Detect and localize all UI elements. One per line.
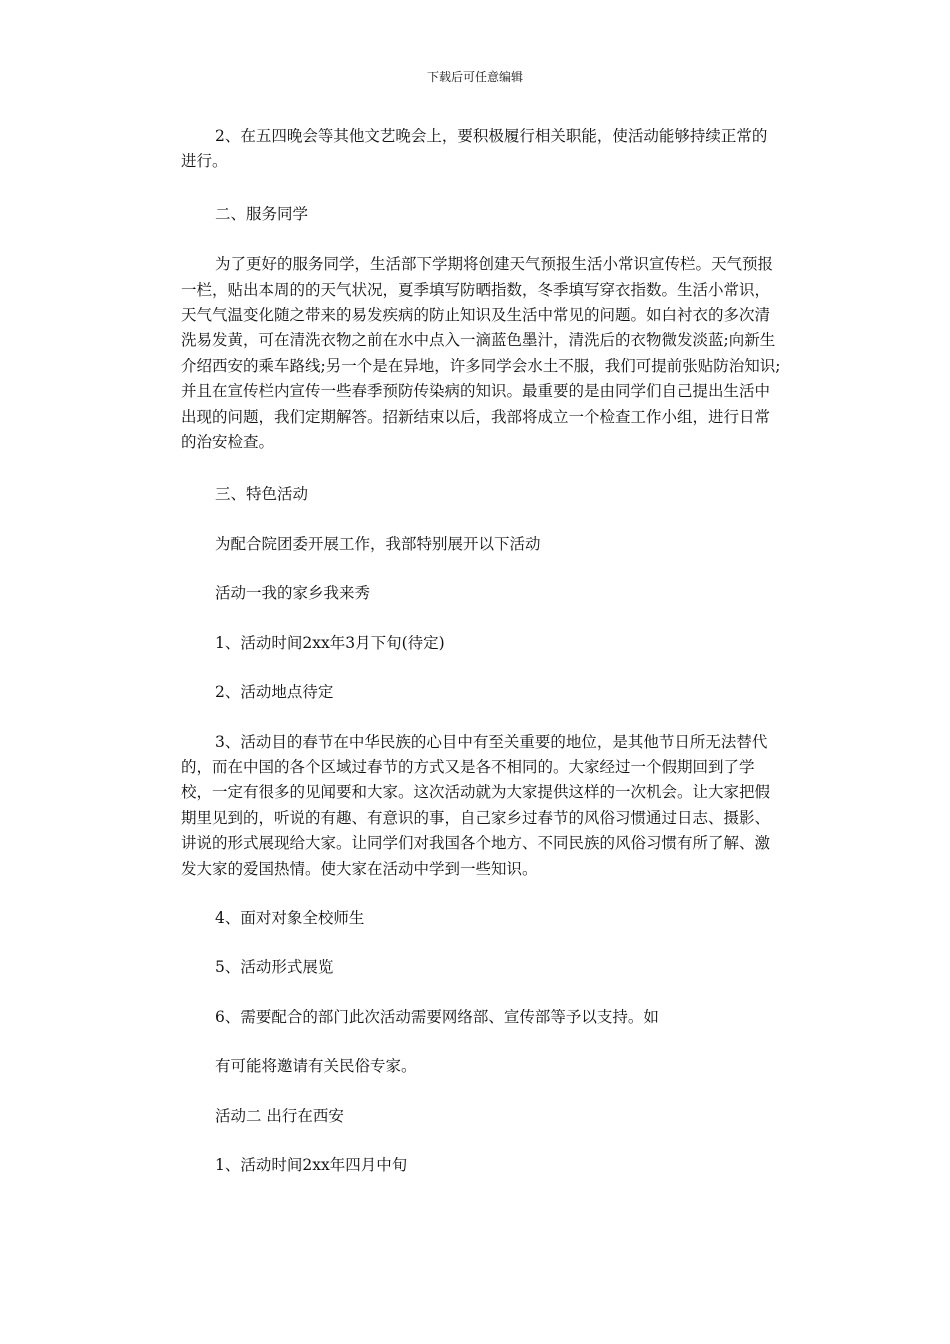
section-heading-service: 二、服务同学 (215, 204, 309, 223)
paragraph-service-details: 为了更好的服务同学，生活部下学期将创建天气预报生活小常识宣传栏。天气预报一栏，贴出本周的的天气状况，夏季填写防晒指数，冬季填写穿衣指数。生活小常识，天气气温变化随之带来的易发疾病的防止知识及生活中常见的问题。如白衬衣的多次清洗易发黄，可在清洗衣物之前在水中点入一滴蓝色墨汁，清洗后的衣物微发淡蓝;向新生介绍西安的乘车路线;另一个是在异地，许多同学会水土不服，我们可提前张贴防治知识;并且在宣传栏内宣传一些春季预防传染病的知识。最重要的是由同学们自己提出生活中出现的问题，我们定期解答。招新结束以后，我部将成立一个检查工作小组，进行日常的治安检查。 (181, 255, 781, 452)
page-header: 下载后可任意编辑 (426, 70, 523, 84)
section-heading-activities: 三、特色活动 (215, 485, 309, 504)
paragraph-item-2: 2、在五四晚会等其他文艺晚会上，要积极履行相关职能，使活动能够持续正常的进行。 (181, 127, 768, 171)
activity-two-title: 活动二 出行在西安 (215, 1106, 344, 1125)
activity-one-format: 5、活动形式展览 (215, 958, 334, 977)
activity-one-location: 2、活动地点待定 (215, 683, 334, 702)
activity-one-audience: 4、面对对象全校师生 (215, 908, 365, 927)
activity-one-departments: 6、需要配合的部门此次活动需要网络部、宣传部等予以支持。如 (215, 1007, 659, 1026)
activity-one-experts: 有可能将邀请有关民俗专家。 (215, 1057, 417, 1076)
activity-one-time: 1、活动时间2xx年3月下旬(待定) (215, 633, 445, 652)
activity-one-purpose: 3、活动目的春节在中华民族的心目中有至关重要的地位，是其他节日所无法替代的，而在中国的各个区域过春节的方式又是各不相同的。大家经过一个假期回到了学校，一定有很多的见闻要和大家。这次活动就为大家提供这样的一次机会。让大家把假期里见到的，听说的有趣、有意识的事，自己家乡过春节的风俗习惯通过日志、摄影、讲说的形式展现给大家。让同学们对我国各个地方、不同民族的风俗习惯有所了解、激发大家的爱国热情。使大家在活动中学到一些知识。 (181, 732, 771, 878)
document-body (181, 124, 781, 1178)
activity-one-title: 活动一我的家乡我来秀 (215, 584, 371, 603)
paragraph-activities-intro: 为配合院团委开展工作，我部特别展开以下活动 (215, 534, 541, 553)
activity-two-time: 1、活动时间2xx年四月中旬 (215, 1155, 408, 1174)
